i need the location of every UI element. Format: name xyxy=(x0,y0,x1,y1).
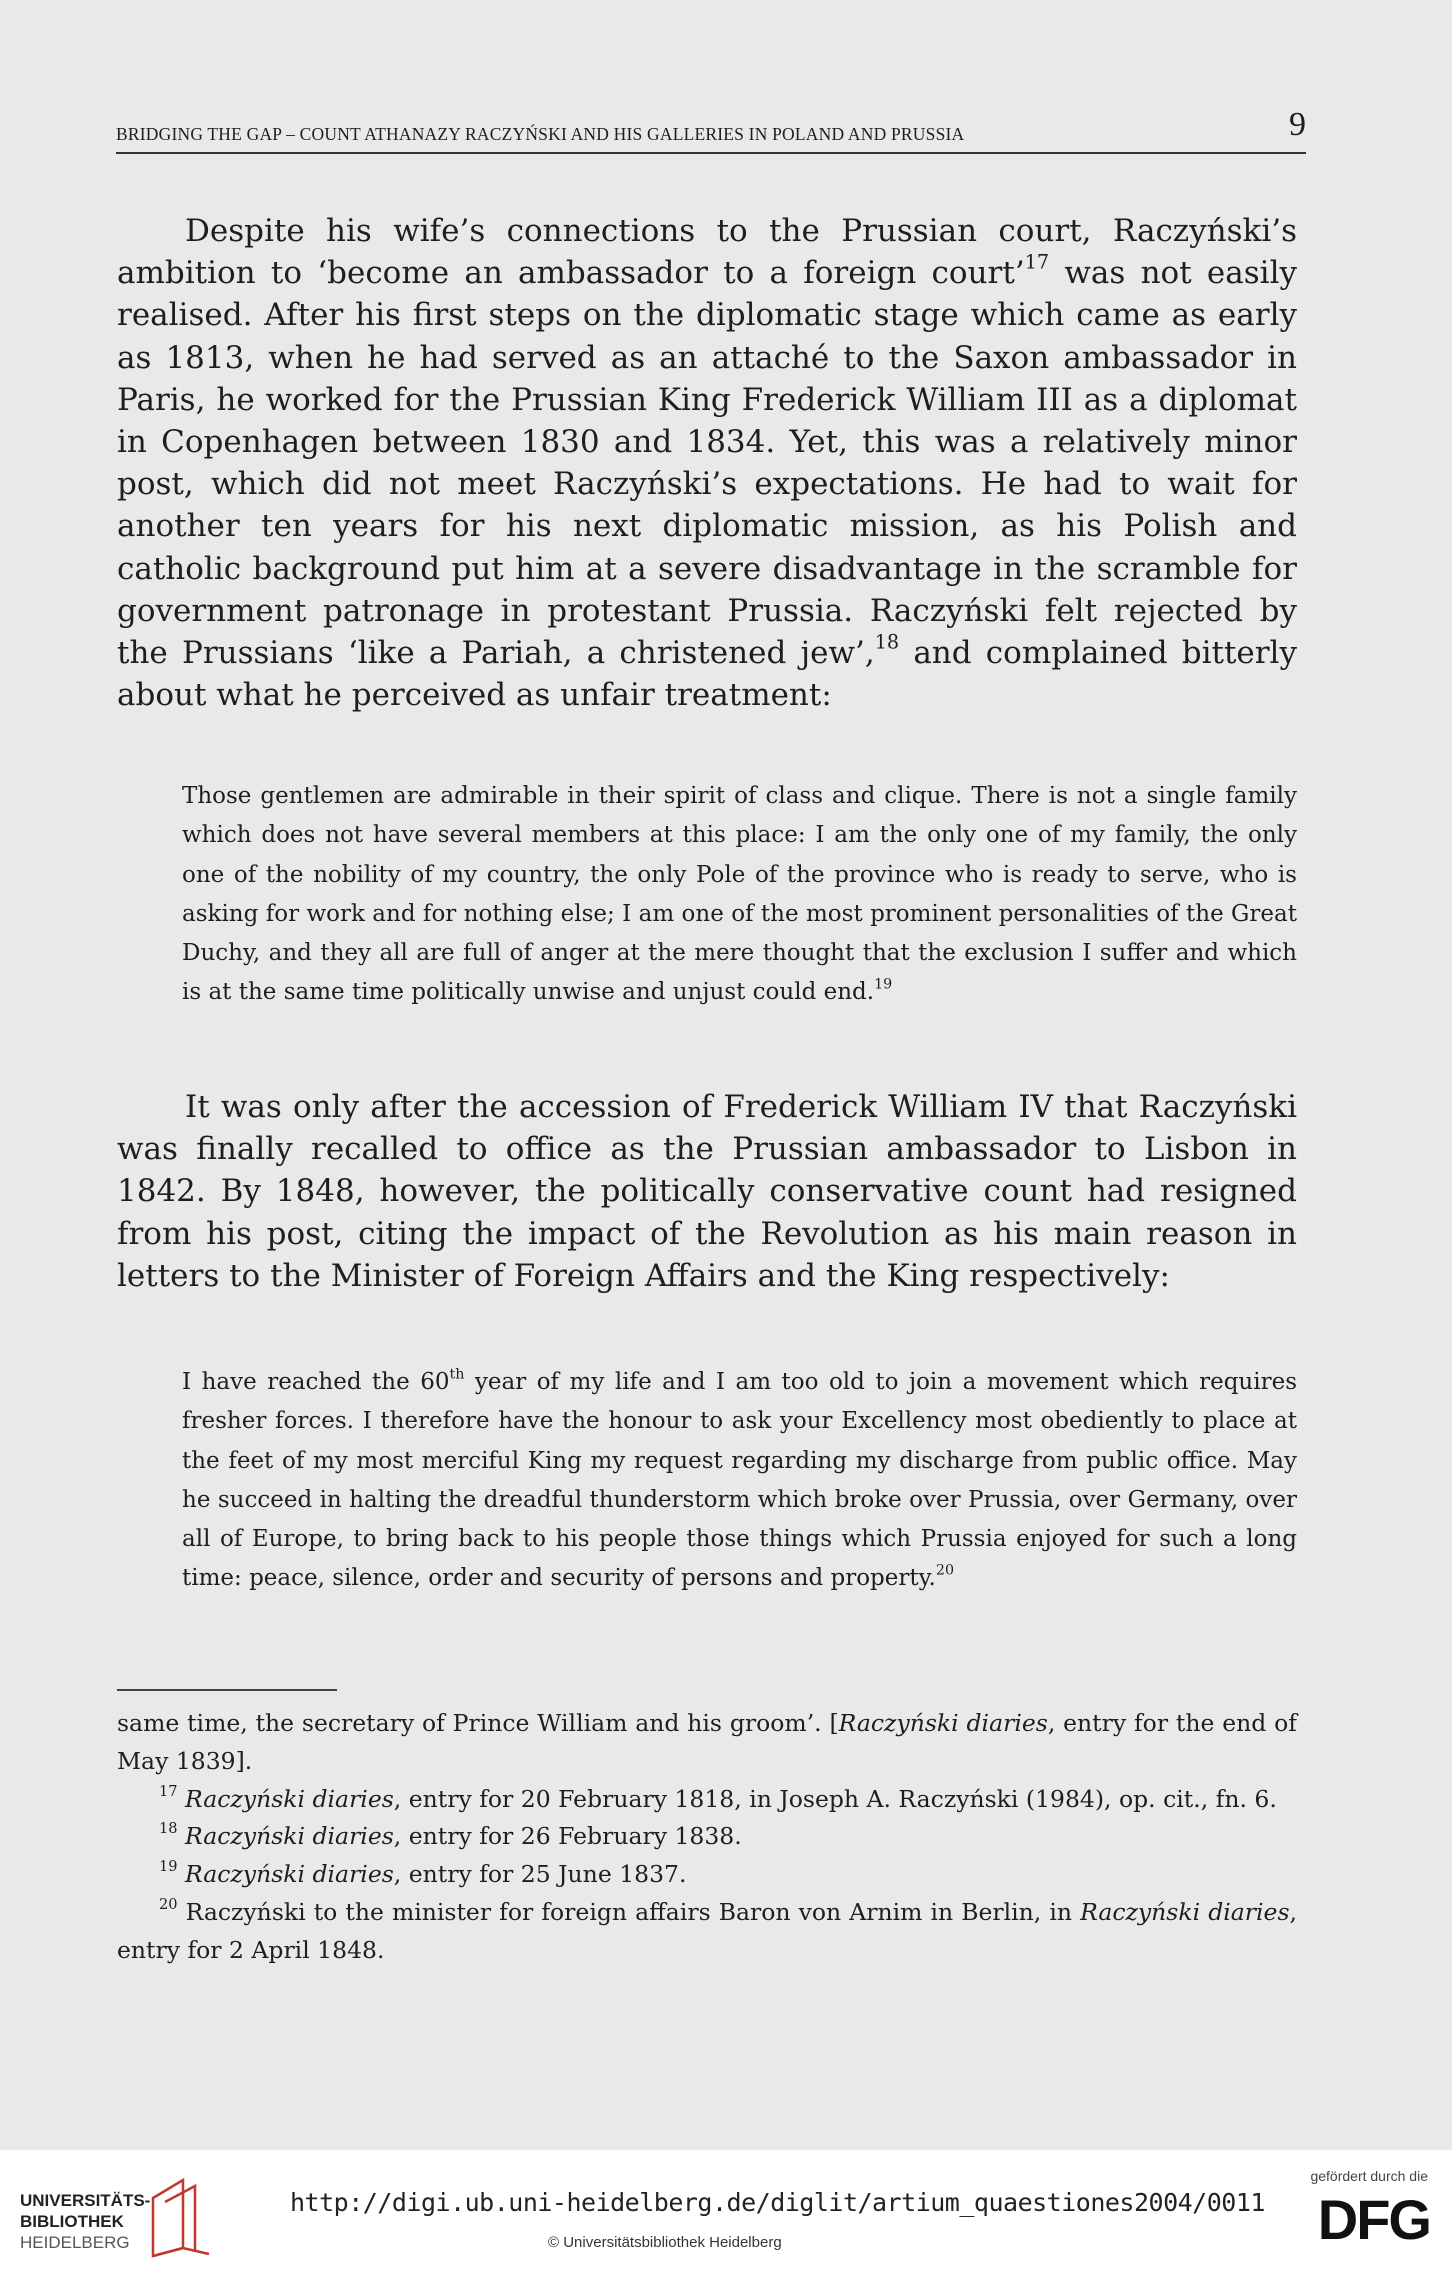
footnote-20 xyxy=(117,1894,1297,1970)
paragraph-1-text-b: was not easily realised. After his first steps on the diplomatic stage which came as early as 1813, when he had served as an attaché to the Saxon ambassador in Paris, he worked for the Prussian King Frederick William III as a diplomat in Copenhagen between 1830 and 1834. Yet, this was a relatively minor post, which did not meet Raczyński’s expectations. He had to wait for another ten years for his next diplomatic mission, as his Polish and catholic background put him at a severe disadvantage in the scramble for government patronage in protestant Prussia. Raczyński felt rejected by the Prussians ‘like a Pariah, a christened jew’, xyxy=(117,255,1297,672)
footnote-17-italic: Raczyński diaries xyxy=(185,1784,394,1813)
footnote-18-text: , entry for 26 February 1838. xyxy=(393,1822,742,1851)
permalink-url[interactable]: http://digi.ub.uni-heidelberg.de/diglit/artium_quaestiones2004/0011 xyxy=(290,2188,1265,2217)
footnote-ref-17[interactable]: 17 xyxy=(1024,250,1050,274)
paragraph-2-text: It was only after the accession of Frederick William IV that Raczyński was finally recalled to office as the Prussian ambassador to Lisbon in 1842. By 1848, however, the politically conservative count had resigned from his post, citing the impact of the Revolution as his main reason in letters to the Minister of Foreign Affairs and the King respectively: xyxy=(117,1089,1297,1294)
block-quote-2-text-b: year of my life and I am too old to join a movement which requires fresher forces. I therefore have the honour to ask your Excellency most obediently to place at the feet of my most merciful King my request regarding my discharge from public office. May he succeed in halting the dreadful thunderstorm which broke over Prussia, over Germany, over all of Europe, to bring back to his people those things which Prussia enjoyed for such a long time: peace, silence, order and security of persons and property. xyxy=(182,1369,1297,1592)
footnote-divider xyxy=(117,1689,337,1691)
paragraph-1 xyxy=(117,210,1297,716)
footnotes xyxy=(117,1705,1297,1970)
footnote-20-text-b: , entry for 2 April 1848. xyxy=(117,1897,1297,1964)
running-header xyxy=(116,106,1306,154)
library-logo-icon[interactable] xyxy=(143,2178,213,2258)
block-quote-1 xyxy=(182,777,1297,1013)
footnote-ref-20[interactable]: 20 xyxy=(935,1562,955,1579)
footnote-19-italic: Raczyński diaries xyxy=(185,1860,394,1889)
footnote-20-number: 20 xyxy=(159,1896,178,1914)
footnote-continuation-italic: Raczyński diaries xyxy=(838,1709,1048,1737)
footnote-19-text: , entry for 25 June 1837. xyxy=(393,1860,687,1889)
footnote-20-text-a: Raczyński to the minister for foreign affairs Baron von Arnim in Berlin, in xyxy=(177,1897,1081,1926)
footnote-17-number: 17 xyxy=(159,1782,178,1800)
footnote-20-italic: Raczyński diaries xyxy=(1080,1897,1290,1926)
dfg-logo[interactable]: DFG xyxy=(1317,2188,1430,2251)
ordinal-suffix: th xyxy=(449,1366,465,1383)
paragraph-1-text-a: Despite his wife’s connections to the Prussian court, Raczyński’s ambition to ‘become an ambassador to a foreign court’ xyxy=(117,213,1297,292)
library-name[interactable] xyxy=(20,2190,150,2253)
footnote-17 xyxy=(117,1781,1297,1819)
footnote-ref-19[interactable]: 19 xyxy=(874,976,893,993)
paragraph-1-text-c: and complained bitterly about what he perceived as unfair treatment: xyxy=(117,635,1297,714)
footnote-18-italic: Raczyński diaries xyxy=(185,1822,394,1851)
viewer-footer xyxy=(0,2150,1452,2270)
footnote-18 xyxy=(117,1818,1297,1856)
library-name-line-3: HEIDELBERG xyxy=(20,2233,130,2252)
block-quote-2-text-a: I have reached the 60 xyxy=(182,1369,450,1395)
footnote-continuation-text-b: , entry for the end of May 1839]. xyxy=(117,1709,1298,1775)
footnote-continuation xyxy=(117,1705,1297,1781)
funded-by-label: gefördert durch die xyxy=(1310,2168,1428,2184)
library-name-line-1: UNIVERSITÄTS- xyxy=(20,2191,151,2210)
block-quote-2 xyxy=(182,1363,1297,1599)
footnote-19-number: 19 xyxy=(159,1858,178,1876)
paragraph-2 xyxy=(117,1086,1297,1297)
footnote-ref-18[interactable]: 18 xyxy=(874,630,900,654)
footnote-17-text: , entry for 20 February 1818, in Joseph A. Raczyński (1984), op. cit., fn. 6. xyxy=(393,1784,1277,1813)
running-title: BRIDGING THE GAP – COUNT ATHANAZY RACZYŃSKI AND HIS GALLERIES IN POLAND AND PRUSSIA xyxy=(116,124,965,144)
footnote-continuation-text-a: same time, the secretary of Prince William and his groom’. [ xyxy=(117,1709,839,1737)
page-number: 9 xyxy=(1289,106,1306,143)
block-quote-1-text: Those gentlemen are admirable in their spirit of class and clique. There is not a single family which does not have several members at this place: I am the only one of my family, the only one of the nobility of my country, the only Pole of the province who is ready to serve, who is asking for work and for nothing else; I am one of the most prominent personalities of the Great Duchy, and they all are full of anger at the mere thought that the exclusion I suffer and which is at the same time politically unwise and unjust could end. xyxy=(182,783,1297,1006)
library-name-line-2: BIBLIOTHEK xyxy=(20,2212,124,2231)
footnote-18-number: 18 xyxy=(159,1820,178,1838)
footnote-19 xyxy=(117,1856,1297,1894)
copyright-notice: © Universitätsbibliothek Heidelberg xyxy=(548,2234,782,2251)
